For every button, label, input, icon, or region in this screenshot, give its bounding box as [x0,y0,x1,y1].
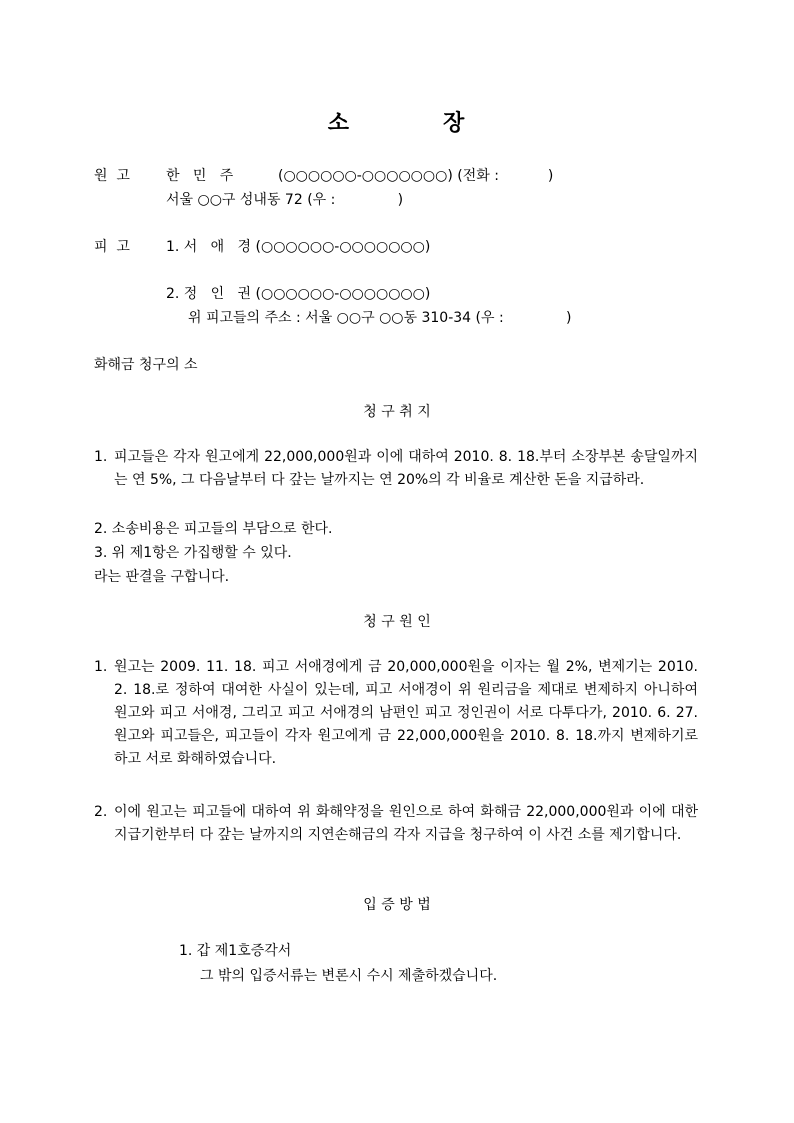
case-name: 화해금 청구의 소 [94,357,198,373]
claim-cause-heading: 청 구 원 인 [363,614,431,630]
claim-cause-item-1-number: 1. [94,659,108,675]
claim-cause-item-2-number: 2. [94,804,108,820]
claim-purpose-item-3: 3. 위 제1항은 가집행할 수 있다. [94,545,292,561]
plaintiff-address: 서울 ○○구 성내동 72 (우 : ) [166,192,404,208]
title-char-2: 장 [443,111,467,136]
document-title [0,110,794,138]
claim-purpose-item-1 [94,446,698,492]
claim-cause-item-1-text: 원고는 2009. 11. 18. 피고 서애경에게 금 20,000,000원을 이자는 월 2%, 변제기는 2010. 2. 18.로 정하여 대여한 사실이 있는데, 피고 서애경이 위 원리금을 제대로 변제하지 아니하여 원고와 피고 서애경, 그리고 피고 서애경의 남편인 피고 정인권이 서로 다투다가, 2010. 6. 27. 원고와 피고들은, 피고들이 각자 원고에게 금 22,000,000원을 2010. 8. 18.까지 변제하기로 하고 서로 화해하였습니다. [114,659,698,767]
claim-purpose-heading: 청 구 취 지 [363,404,431,420]
claim-purpose-item-2: 2. 소송비용은 피고들의 부담으로 한다. [94,521,333,537]
claim-cause-item-1 [94,656,698,771]
defendant-2: 2. 정 인 권 (○○○○○○-○○○○○○○) [166,286,431,302]
claim-purpose-closing: 라는 판결을 구합니다. [94,569,230,585]
claim-purpose-item-1-number: 1. [94,449,108,465]
evidence-heading: 입 증 방 법 [363,897,431,913]
defendants-label: 피 고 [94,239,130,255]
claim-cause-item-2 [94,801,698,847]
plaintiff-label: 원 고 [94,168,130,184]
defendants-address: 위 피고들의 주소 : 서울 ○○구 ○○동 310-34 (우 : ) [188,310,572,326]
evidence-note: 그 밖의 입증서류는 변론시 수시 제출하겠습니다. [200,968,498,984]
title-char-1: 소 [327,111,351,136]
claim-cause-item-2-text: 이에 원고는 피고들에 대하여 위 화해약정을 원인으로 하여 화해금 22,000,000원과 이에 대한 지급기한부터 다 갚는 날까지의 지연손해금의 각자 지급을 청구하여 이 사건 소를 제기합니다. [114,804,698,843]
defendant-1: 1. 서 애 경 (○○○○○○-○○○○○○○) [166,239,431,255]
plaintiff-id-phone: (○○○○○○-○○○○○○○) (전화 : ) [278,168,554,184]
claim-purpose-item-1-text: 피고들은 각자 원고에게 22,000,000원과 이에 대하여 2010. 8. 18.부터 소장부본 송달일까지는 연 5%, 그 다음날부터 다 갚는 날까지는 연 20%의 각 비율로 계산한 돈을 지급하라. [114,449,698,488]
evidence-item-1: 1. 갑 제1호증각서 [179,943,292,959]
plaintiff-name: 한 민 주 [166,168,234,184]
